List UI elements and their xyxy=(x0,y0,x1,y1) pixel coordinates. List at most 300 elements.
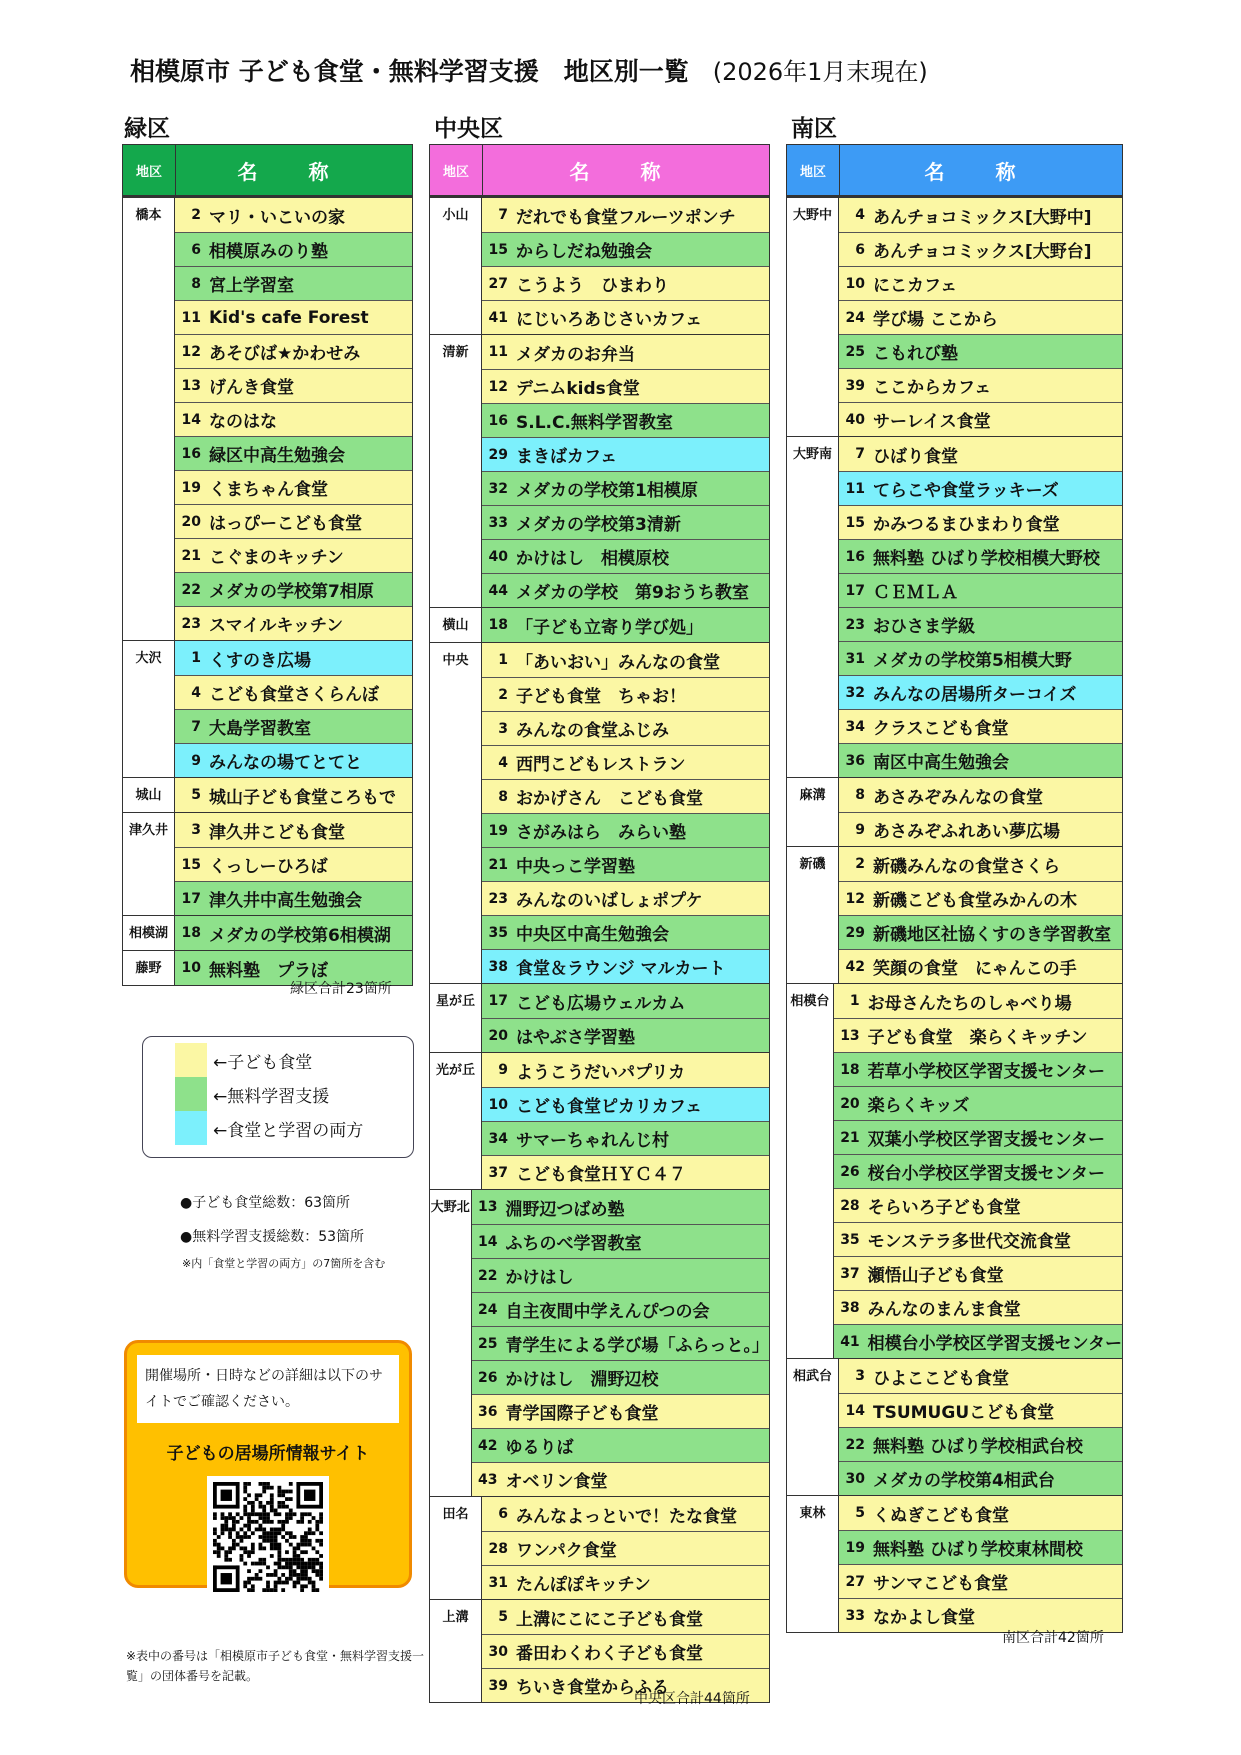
table-minami xyxy=(786,144,1123,1633)
org-name: 相模台小学校区学習支援センター xyxy=(867,1334,1122,1354)
org-name: ひばり食堂 xyxy=(873,446,958,467)
district-group xyxy=(123,640,412,777)
org-name: ちいき食堂からふる xyxy=(516,1678,669,1698)
district-group xyxy=(787,1495,1122,1632)
org-name: 津久井こども食堂 xyxy=(209,822,345,843)
org-name: メダカの学校 第9おうち教室 xyxy=(516,583,749,603)
org-name: 新磯みんなの食堂さくら xyxy=(873,856,1060,877)
org-number: 20 xyxy=(488,1027,508,1044)
org-number: 30 xyxy=(845,1470,865,1487)
table-row xyxy=(175,504,412,538)
org-number: 21 xyxy=(840,1129,860,1146)
org-name: げんき食堂 xyxy=(209,378,294,398)
org-number: 17 xyxy=(845,582,865,599)
org-name: メダカの学校第7相原 xyxy=(209,582,374,602)
org-number: 5 xyxy=(855,1505,865,1521)
table-row xyxy=(839,607,1122,641)
org-number: 22 xyxy=(845,1436,865,1453)
org-name: サーレイス食堂 xyxy=(873,412,991,432)
table-row xyxy=(834,1154,1122,1188)
table-row xyxy=(482,711,769,745)
org-name: S.L.C.無料学習教室 xyxy=(516,413,673,433)
org-name: 瀬悟山子ども食堂 xyxy=(867,1266,1004,1286)
org-number: 27 xyxy=(845,1573,865,1590)
org-name: こもれび塾 xyxy=(873,344,958,364)
org-number: 33 xyxy=(488,514,508,531)
table-row xyxy=(482,403,769,437)
table-row xyxy=(482,813,769,847)
table-row xyxy=(839,471,1122,505)
org-number: 32 xyxy=(845,684,865,701)
org-number: 7 xyxy=(855,446,865,462)
table-row xyxy=(834,1052,1122,1086)
table-row xyxy=(175,300,412,334)
district-group xyxy=(787,846,1122,983)
end-note: ※表中の番号は「相模原市子ども食堂・無料学習支援一覧」の団体番号を記載。 xyxy=(126,1649,425,1683)
org-number: 8 xyxy=(855,787,865,803)
table-row xyxy=(839,232,1122,266)
table-row xyxy=(839,1427,1122,1461)
org-number: 26 xyxy=(478,1369,498,1386)
table-row xyxy=(482,369,769,403)
table-row xyxy=(175,641,412,675)
ward-title-chuo: 中央区 xyxy=(434,116,503,142)
district-label: 光が丘 xyxy=(430,1053,482,1189)
org-name: 無料塾 ひばり学校相模大野校 xyxy=(873,549,1100,569)
org-name: 中央っこ学習塾 xyxy=(516,857,635,877)
org-name: 新磯地区社協くすのき学習教室 xyxy=(873,925,1111,945)
table-row xyxy=(839,847,1122,881)
org-name: 若草小学校区学習支援センター xyxy=(867,1062,1105,1082)
org-name: こども食堂さくらんぼ xyxy=(209,685,379,705)
org-name: メダカの学校第6相模湖 xyxy=(209,925,391,946)
org-name: みんなの場てとてと xyxy=(209,753,362,773)
table-row xyxy=(482,505,769,539)
org-name: にじいろあじさいカフェ xyxy=(516,310,703,330)
org-number: 12 xyxy=(181,343,201,360)
table-row xyxy=(175,368,412,402)
district-group xyxy=(787,436,1122,777)
table-row xyxy=(482,1497,769,1531)
table-row xyxy=(482,1155,769,1189)
district-label: 藤野 xyxy=(123,951,175,985)
org-name: だれでも食堂フルーツポンチ xyxy=(516,207,736,228)
table-row xyxy=(482,335,769,369)
org-number: 9 xyxy=(191,752,201,769)
org-number: 38 xyxy=(840,1299,860,1316)
org-number: 31 xyxy=(488,1574,508,1591)
district-group xyxy=(430,1189,769,1496)
table-row xyxy=(175,402,412,436)
table-row xyxy=(472,1428,770,1462)
table-row xyxy=(472,1190,770,1224)
org-number: 27 xyxy=(488,275,508,292)
org-name: メダカのお弁当 xyxy=(516,344,635,365)
table-row xyxy=(472,1360,770,1394)
table-row xyxy=(839,539,1122,573)
org-name: 上溝にこにこ子ども食堂 xyxy=(516,1609,703,1630)
table-row xyxy=(482,779,769,813)
ward-title-minami: 南区 xyxy=(791,116,837,142)
org-number: 4 xyxy=(855,207,865,223)
table-row xyxy=(175,743,412,777)
org-name: メダカの学校第5相模大野 xyxy=(873,651,1072,671)
org-name: TSUMUGUこども食堂 xyxy=(873,1403,1055,1423)
table-row xyxy=(175,847,412,881)
org-number: 4 xyxy=(498,754,508,771)
district-group xyxy=(123,777,412,812)
table-row xyxy=(175,572,412,606)
org-number: 39 xyxy=(845,377,865,394)
table-row xyxy=(834,984,1122,1018)
org-name: かけはし xyxy=(505,1268,574,1288)
table-row xyxy=(834,1222,1122,1256)
district-label: 星が丘 xyxy=(430,984,482,1052)
table-row xyxy=(482,1087,769,1121)
qr-code[interactable] xyxy=(207,1476,329,1598)
table-row xyxy=(839,915,1122,949)
table-row xyxy=(839,1393,1122,1427)
org-name: あそびば★かわせみ xyxy=(209,344,361,364)
org-name: かみつるまひまわり食堂 xyxy=(873,515,1060,535)
org-number: 35 xyxy=(488,924,508,941)
org-name: 南区中高生勉強会 xyxy=(873,753,1009,773)
table-header xyxy=(123,145,412,197)
org-number: 7 xyxy=(498,207,508,223)
district-group xyxy=(123,915,412,950)
table-row xyxy=(175,198,412,232)
table-row xyxy=(834,1018,1122,1052)
district-label: 横山 xyxy=(430,608,482,642)
table-row xyxy=(482,608,769,642)
org-name: ここからカフェ xyxy=(873,378,992,398)
org-name: 自主夜間中学えんぴつの会 xyxy=(505,1302,710,1322)
org-name: ひよここども食堂 xyxy=(873,1368,1009,1389)
district-label: 相武台 xyxy=(787,1359,839,1495)
org-number: 14 xyxy=(181,411,201,428)
org-name: おかげさん こども食堂 xyxy=(516,789,703,809)
info-site-name: 子どもの居場所情報サイト xyxy=(166,1444,370,1464)
org-name: ワンパク食堂 xyxy=(516,1541,617,1561)
table-row xyxy=(472,1326,770,1360)
org-number: 16 xyxy=(488,412,508,429)
org-name: みんなの居場所ターコイズ xyxy=(873,685,1077,705)
table-row xyxy=(482,847,769,881)
org-number: 38 xyxy=(488,958,508,975)
table-row xyxy=(482,573,769,607)
org-number: 14 xyxy=(478,1233,498,1250)
table-row xyxy=(175,470,412,504)
total-midori: 緑区合計23箇所 xyxy=(290,981,392,997)
legend-swatch-green xyxy=(175,1077,207,1111)
org-number: 3 xyxy=(191,822,201,838)
table-row xyxy=(175,675,412,709)
org-name: 学び場 ここから xyxy=(873,310,998,330)
district-label: 麻溝 xyxy=(787,778,839,846)
org-number: 37 xyxy=(840,1265,860,1282)
district-label: 東林 xyxy=(787,1496,839,1632)
org-number: 34 xyxy=(488,1130,508,1147)
district-label: 小山 xyxy=(430,198,482,334)
org-name: 西門こどもレストラン xyxy=(516,755,686,775)
org-number: 35 xyxy=(840,1231,860,1248)
org-name: かけはし 相模原校 xyxy=(516,549,669,569)
table-row xyxy=(839,368,1122,402)
org-number: 2 xyxy=(855,856,865,872)
district-label: 大野北 xyxy=(430,1190,472,1496)
total-minami: 南区合計42箇所 xyxy=(1002,1630,1104,1646)
table-row xyxy=(175,436,412,470)
org-name: さがみはら みらい塾 xyxy=(516,823,686,843)
org-name: 青学国際子ども食堂 xyxy=(505,1404,659,1424)
org-number: 1 xyxy=(849,993,860,1009)
org-name: 双葉小学校区学習支援センター xyxy=(867,1130,1105,1150)
org-number: 5 xyxy=(498,1609,508,1625)
org-name: クラスこども食堂 xyxy=(873,719,1009,739)
org-name: そらいろ子ども食堂 xyxy=(867,1198,1021,1218)
org-number: 9 xyxy=(498,1062,508,1078)
org-name: こうよう ひまわり xyxy=(516,276,669,296)
table-row xyxy=(482,300,769,334)
org-number: 43 xyxy=(478,1471,498,1488)
org-name: 笑顔の食堂 にゃんこの手 xyxy=(873,959,1077,979)
org-name: Kid's cafe Forest xyxy=(209,307,369,328)
table-row xyxy=(472,1394,770,1428)
org-number: 5 xyxy=(191,787,201,803)
district-group xyxy=(123,812,412,915)
org-number: 41 xyxy=(840,1333,860,1350)
org-name: 「子ども立寄り学び処」 xyxy=(516,617,703,638)
header-name: 名 称 xyxy=(840,145,1122,195)
org-number: 3 xyxy=(498,720,508,737)
org-name: たんぽぽキッチン xyxy=(516,1575,651,1595)
header-name: 名 称 xyxy=(483,145,769,195)
org-name: 大島学習教室 xyxy=(209,719,311,739)
org-number: 10 xyxy=(488,1096,508,1113)
district-group xyxy=(430,642,769,983)
org-name: ゆるりば xyxy=(505,1438,574,1458)
org-number: 20 xyxy=(840,1095,860,1112)
table-row xyxy=(482,1531,769,1565)
legend-item-study: ←無料学習支援 xyxy=(143,1077,413,1111)
org-number: 33 xyxy=(845,1607,865,1624)
org-name: みんなのまんま食堂 xyxy=(867,1300,1021,1320)
org-number: 19 xyxy=(845,1539,865,1556)
org-name: メダカの学校第3清新 xyxy=(516,515,681,535)
org-name: サンマこども食堂 xyxy=(873,1574,1009,1594)
table-row xyxy=(839,675,1122,709)
org-name: おひさま学級 xyxy=(873,617,975,637)
org-number: 40 xyxy=(845,411,865,428)
org-number: 7 xyxy=(191,718,201,735)
table-row xyxy=(175,266,412,300)
org-name: あさみぞみんなの食堂 xyxy=(873,787,1043,808)
total-study-note: ●無料学習支援総数：53箇所 xyxy=(180,1229,365,1245)
table-row xyxy=(482,1565,769,1599)
table-row xyxy=(839,334,1122,368)
district-label: 新磯 xyxy=(787,847,839,983)
page-title: 相模原市 子ども食堂・無料学習支援 地区別一覧 (2026年1月末現在) xyxy=(130,57,928,86)
table-row xyxy=(839,1564,1122,1598)
org-name: はやぶさ学習塾 xyxy=(516,1028,635,1048)
org-name: 食堂＆ラウンジ マルカート xyxy=(516,959,726,979)
org-number: 39 xyxy=(488,1677,508,1694)
table-row xyxy=(839,1496,1122,1530)
table-row xyxy=(482,949,769,983)
org-name: 番田わくわく子ども食堂 xyxy=(516,1644,703,1664)
district-label: 大沢 xyxy=(123,641,175,777)
header-district: 地区 xyxy=(123,145,176,195)
info-text: 開催場所・日時などの詳細は以下のサイトでご確認ください。 xyxy=(137,1355,399,1423)
org-number: 12 xyxy=(845,890,865,907)
district-group xyxy=(123,197,412,640)
org-number: 28 xyxy=(488,1540,508,1557)
district-label: 中央 xyxy=(430,643,482,983)
org-number: 36 xyxy=(845,752,865,769)
org-number: 6 xyxy=(498,1506,508,1522)
table-row xyxy=(472,1224,770,1258)
org-number: 2 xyxy=(191,207,201,223)
org-number: 25 xyxy=(478,1335,498,1352)
district-group xyxy=(430,334,769,607)
table-row xyxy=(839,743,1122,777)
org-number: 18 xyxy=(488,617,508,633)
org-number: 24 xyxy=(478,1301,498,1318)
table-row xyxy=(482,1600,769,1634)
table-row xyxy=(839,437,1122,471)
org-number: 22 xyxy=(478,1267,498,1284)
org-number: 15 xyxy=(181,856,201,873)
org-name: スマイルキッチン xyxy=(209,616,344,636)
district-group xyxy=(787,197,1122,436)
org-number: 11 xyxy=(845,480,865,497)
table-row xyxy=(482,643,769,677)
district-group xyxy=(430,1052,769,1189)
table-row xyxy=(839,1530,1122,1564)
table-row xyxy=(472,1462,770,1496)
org-number: 37 xyxy=(488,1164,508,1181)
org-name: 青学生による学び場「ふらっと。」 xyxy=(505,1336,769,1356)
org-number: 17 xyxy=(488,993,508,1009)
org-number: 1 xyxy=(191,650,201,666)
district-label: 大野中 xyxy=(787,198,839,436)
table-row xyxy=(482,984,769,1018)
org-name: 相模原みのり塾 xyxy=(209,242,328,262)
org-name: くまちゃん食堂 xyxy=(209,480,328,500)
org-name: デニムkids食堂 xyxy=(516,379,640,399)
district-label: 上溝 xyxy=(430,1600,482,1702)
qr-code-icon xyxy=(213,1482,323,1592)
table-row xyxy=(472,1258,770,1292)
org-number: 10 xyxy=(845,275,865,292)
org-name: 淵野辺つばめ塾 xyxy=(505,1199,625,1220)
org-number: 42 xyxy=(478,1437,498,1454)
org-name: 子ども食堂 ちゃお！ xyxy=(516,687,686,707)
org-number: 6 xyxy=(191,241,201,258)
org-number: 26 xyxy=(840,1163,860,1180)
org-number: 19 xyxy=(181,479,201,496)
org-number: 1 xyxy=(498,652,508,668)
district-label: 城山 xyxy=(123,778,175,812)
district-label: 津久井 xyxy=(123,813,175,915)
org-name: なのはな xyxy=(209,412,277,432)
org-name: 宮上学習室 xyxy=(209,276,294,296)
ward-title-midori: 緑区 xyxy=(124,116,170,142)
inner-note: ※内「食堂と学習の両方」の7箇所を含む xyxy=(182,1257,386,1270)
legend-item-food: ←子ども食堂 xyxy=(143,1043,413,1077)
org-number: 23 xyxy=(845,616,865,633)
table-header xyxy=(787,145,1122,197)
org-name: くぬぎこども食堂 xyxy=(873,1505,1009,1526)
org-name: てらこや食堂ラッキーズ xyxy=(873,481,1059,501)
org-name: サマーちゃれんじ村 xyxy=(516,1131,669,1151)
org-name: からしだね勉強会 xyxy=(516,242,652,262)
org-name: 無料塾 ひばり学校相武台校 xyxy=(873,1437,1083,1457)
org-number: 3 xyxy=(855,1368,865,1384)
district-label: 田名 xyxy=(430,1497,482,1599)
org-name: 緑区中高生勉強会 xyxy=(209,446,345,466)
legend-swatch-cyan xyxy=(175,1111,207,1145)
org-name: 子ども食堂 楽らくキッチン xyxy=(867,1028,1088,1048)
table-row xyxy=(482,1018,769,1052)
district-group xyxy=(430,607,769,642)
table-row xyxy=(839,505,1122,539)
org-number: 24 xyxy=(845,309,865,326)
district-group xyxy=(430,1599,769,1702)
org-name: くすのき広場 xyxy=(209,650,311,671)
org-number: 21 xyxy=(181,547,201,564)
org-name: にこカフェ xyxy=(873,276,958,296)
org-number: 18 xyxy=(840,1061,860,1078)
org-number: 10 xyxy=(181,960,201,976)
table-row xyxy=(839,812,1122,846)
org-number: 17 xyxy=(181,890,201,907)
table-row xyxy=(839,1461,1122,1495)
org-number: 13 xyxy=(181,377,201,394)
table-row xyxy=(839,573,1122,607)
table-row xyxy=(482,266,769,300)
org-number: 40 xyxy=(488,548,508,565)
org-number: 19 xyxy=(488,822,508,839)
org-number: 13 xyxy=(840,1027,860,1044)
org-name: こども食堂ＨＹＣ４７ xyxy=(516,1165,686,1185)
org-name: あんチョコミックス[大野中] xyxy=(873,207,1092,228)
org-name: 中央区中高生勉強会 xyxy=(516,925,669,945)
org-name: 無料塾 ひばり学校東林間校 xyxy=(873,1540,1083,1560)
org-name: くっしーひろば xyxy=(209,857,328,877)
org-name: お母さんたちのしゃべり場 xyxy=(867,993,1072,1014)
org-name: はっぴーこども食堂 xyxy=(209,514,362,534)
district-label: 相模湖 xyxy=(123,916,175,950)
org-name: ＣＥＭＬＡ xyxy=(873,583,958,603)
org-name: メダカの学校第1相模原 xyxy=(516,481,698,501)
table-row xyxy=(175,778,412,812)
table-header xyxy=(430,145,769,197)
org-number: 20 xyxy=(181,513,201,530)
total-food-note: ●子ども食堂総数：63箇所 xyxy=(180,1195,351,1211)
table-row xyxy=(482,232,769,266)
table-row xyxy=(839,402,1122,436)
date-subtitle: (2026年1月末現在) xyxy=(712,58,928,86)
table-row xyxy=(175,232,412,266)
table-row xyxy=(482,1053,769,1087)
org-name: オベリン食堂 xyxy=(505,1472,608,1492)
info-box xyxy=(124,1340,412,1588)
org-number: 36 xyxy=(478,1403,498,1420)
org-number: 13 xyxy=(478,1199,498,1215)
table-row xyxy=(482,881,769,915)
org-number: 8 xyxy=(498,788,508,805)
